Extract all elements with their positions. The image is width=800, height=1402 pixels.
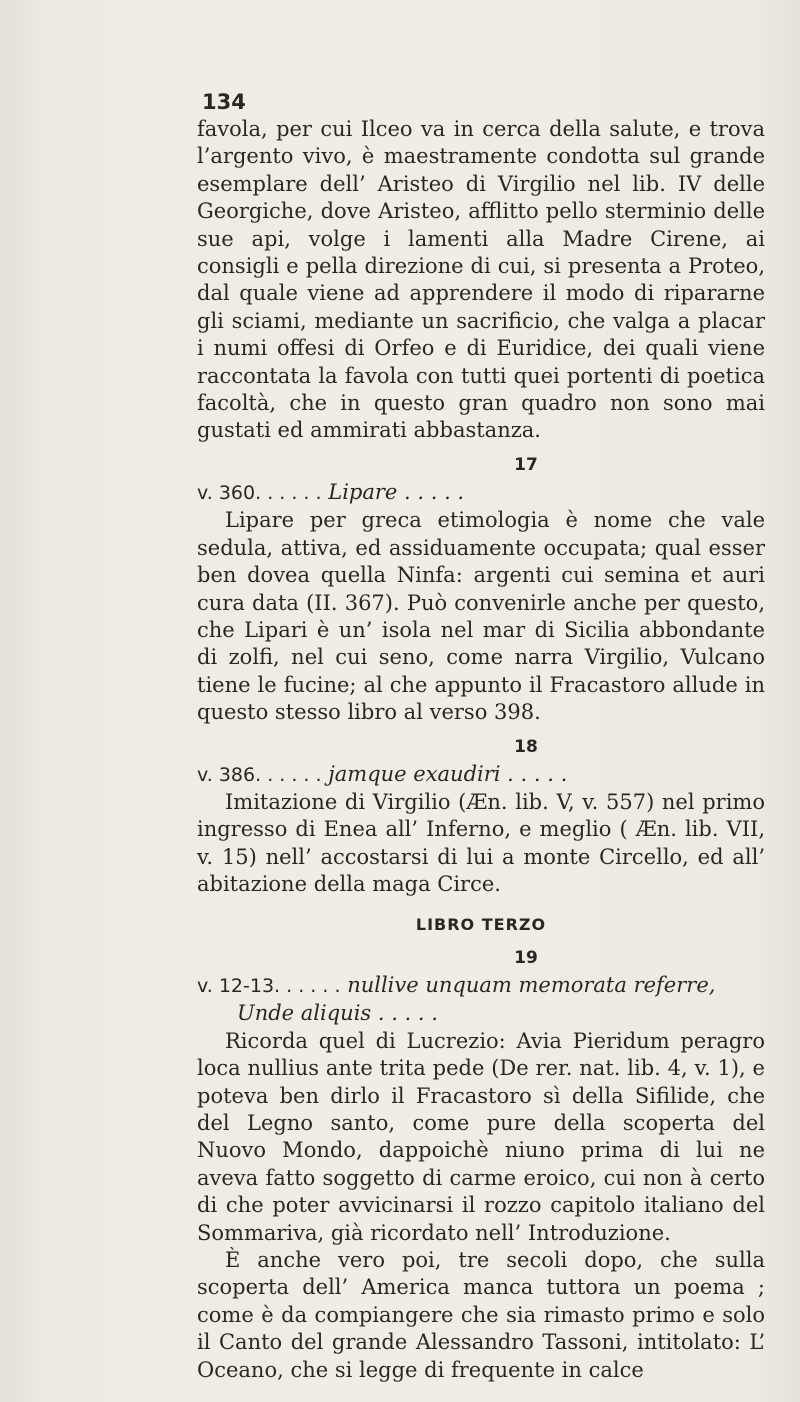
note-18-verse bbox=[197, 761, 765, 789]
page-number: 134 bbox=[202, 90, 246, 114]
note-number-19: 19 bbox=[514, 947, 538, 968]
note-number-17: 17 bbox=[514, 454, 538, 475]
note-18-verse-ref: v. 386. . . . . . bbox=[197, 763, 322, 786]
note-19-verse-text: nullive unquam memorata referre, bbox=[347, 972, 716, 997]
note-number-18: 18 bbox=[514, 736, 538, 757]
page-text bbox=[197, 88, 765, 1384]
note-19-verse-continuation: Unde aliquis . . . . . bbox=[237, 1001, 438, 1026]
note-17-verse-text: Lipare . . . . . bbox=[328, 479, 465, 504]
note-19-body: Ricorda quel di Lucrezio: Avia Pieridum peragro loca nullius ante trita pede (De rer. nat. lib. 4, v. 1), e poteva ben dirlo il Fracastoro sì della Sifilide, che del Legno santo, come pure della scoperta del Nuovo Mondo, dappoichè niuno prima di lui ne aveva fatto soggetto di carme eroico, cui non à certo di che poter avvicinarsi il rozzo capitolo italiano del Sommariva, già ricordato nell’ Introduzione. bbox=[197, 1028, 765, 1245]
section-title: LIBRO TERZO bbox=[415, 914, 547, 934]
note-18-verse-text: jamque exaudiri . . . . . bbox=[328, 761, 568, 786]
note-18-body: Imitazione di Virgilio (Æn. lib. V, v. 557) nel primo ingresso di Enea all’ Inferno, e meglio ( Æn. lib. VII, v. 15) nell’ accostarsi di lui a monte Circello, ed all’ abitazione della maga Circe. bbox=[197, 789, 765, 897]
note-17-verse bbox=[197, 479, 765, 507]
note-17-verse-ref: v. 360. . . . . . bbox=[197, 481, 322, 504]
intro-paragraph: favola, per cui Ilceo va in cerca della salute, e trova l’argento vivo, è maestramente condotta sul grande esemplare dell’ Aristeo di Virgilio nel lib. IV delle Georgiche, dove Aristeo, afflitto pello sterminio delle sue api, volge i lamenti alla Madre Cirene, ai consigli e pella direzione di cui, si presenta a Proteo, dal quale viene ad apprendere il modo di ripararne gli sciami, mediante un sacrificio, che valga a placar i numi offesi di Orfeo e di Euridice, dei quali viene raccontata la favola con tutti quei portenti di poetica facoltà, che in questo gran quadro non sono mai gustati ed ammirati abbastanza. bbox=[197, 117, 765, 443]
note-19-body-continued: È anche vero poi, tre secoli dopo, che sulla scoperta dell’ America manca tuttora un poema ; come è da compiangere che sia rimasto primo e solo il Canto del grande Alessandro Tassoni, intitolato: L’ Oceano, che si legge di frequente in calce bbox=[197, 1248, 765, 1382]
note-17-body: Lipare per greca etimologia è nome che vale sedula, attiva, ed assiduamente occupata; qual esser ben dovea quella Ninfa: argenti cui semina et auri cura data (II. 367). Può convenirle anche per questo, che Lipari è un’ isola nel mar di Sicilia abbondante di zolfi, nel cui seno, come narra Virgilio, Vulcano tiene le fucine; al che appunto il Fracastoro allude in questo stesso libro al verso 398. bbox=[197, 508, 765, 725]
note-19-verse-ref: v. 12-13. . . . . . bbox=[197, 974, 341, 997]
note-19-verse bbox=[197, 972, 765, 1000]
